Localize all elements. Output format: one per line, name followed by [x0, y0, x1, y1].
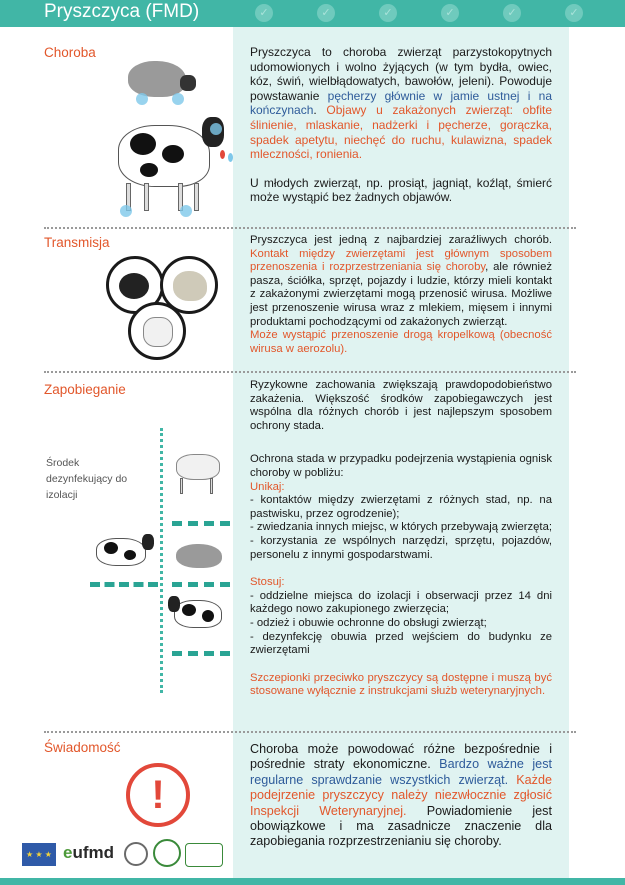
fence-line: [172, 582, 230, 587]
lesion-mark: [180, 205, 192, 217]
sheep-head: [180, 75, 196, 91]
choroba-illustration: [100, 55, 235, 220]
section-divider: [44, 371, 576, 373]
inspection-logo-mark: [186, 853, 222, 858]
drop-icon: [220, 150, 225, 159]
goat-circle-icon: [128, 302, 186, 360]
sheep-icon: [128, 61, 186, 97]
fence-line: [172, 521, 230, 526]
swiadomosc-check: Bardzo ważne jest regularne sprawdzanie wszystkich zwierząt.: [250, 757, 552, 787]
swiadomosc-text-b: Powiadomienie jest obowiązkowe i ma zasadnicze znaczenie dla zapobiegania rozprzestrzenianiu się choroby.: [250, 803, 552, 849]
header-decor-icon: ✓: [503, 4, 521, 22]
cow-head: [168, 596, 180, 612]
section-divider: [44, 227, 576, 229]
lesion-mark: [136, 93, 148, 105]
cow-spot: [124, 550, 136, 560]
eufmd-logo-rest: ufmd: [72, 843, 115, 862]
goat-leg: [210, 478, 213, 494]
choroba-text-b: .: [313, 103, 327, 118]
stosuj-item: - dezynfekcję obuwia przed wejściem do budynku ze zwierzętami: [250, 630, 552, 657]
unikaj-item: - zwiedzania innych miejsc, w których przebywają zwierzęta;: [250, 521, 552, 534]
goat-body: [176, 454, 220, 480]
section-title-swiadomosc: Świadomość: [44, 740, 121, 755]
fence-line: [172, 651, 230, 656]
swiadomosc-text: [250, 742, 552, 850]
lesion-mark: [210, 123, 222, 135]
stosuj-item: - odzież i obuwie ochronne do obsługi zwierząt;: [250, 616, 487, 629]
transmisja-text: [250, 234, 552, 356]
choroba-paragraph-1: [250, 45, 552, 162]
stosuj-label: Stosuj:: [250, 576, 285, 589]
goat-leg: [180, 478, 183, 494]
cow-icon: [92, 532, 156, 578]
eu-stars: ★ ★ ★: [26, 850, 52, 859]
transmisja-paragraph: [250, 234, 552, 329]
section-divider: [44, 731, 576, 733]
header-decor-icon: ✓: [565, 4, 583, 22]
warning-icon: !: [126, 763, 190, 827]
header-decor-icon: ✓: [379, 4, 397, 22]
fao-logo: [124, 842, 148, 866]
choroba-symptoms: Objawy u zakażonych zwierząt: obfite ślinienie, mlaskanie, nadżerki i pęcherze, gorączka, spadek apetytu, niechęć do ruchu, kulawizna, spadek mleczności, ronienia.: [250, 103, 553, 162]
stosuj-item: - oddzielne miejsca do izolacji i obserwacji przez 14 dni każdego nowo zakupionego zwierzęcia;: [250, 589, 552, 616]
lesion-mark: [172, 93, 184, 105]
section-title-choroba: Choroba: [44, 45, 96, 60]
cow-body: [96, 538, 146, 566]
cow-body: [174, 600, 222, 628]
cow-icon: [168, 594, 230, 646]
swiadomosc-paragraph: [250, 742, 552, 850]
vaccine-note: Szczepionki przeciwko pryszczycy są dostępne i muszą być stosowane wyłącznie z instrukcjami służb weterynaryjnych.: [250, 671, 552, 698]
cow-head: [142, 534, 154, 550]
header-bar: [0, 0, 625, 27]
swiadomosc-text-a: Choroba może powodować różne bezpośrednie i pośrednie straty ekonomiczne.: [250, 742, 552, 772]
swiadomosc-report: Każde podejrzenie pryszczycy należy niezwłocznie zgłosić Inspekcji Weterynaryjnej.: [250, 772, 552, 818]
inspection-logo: [185, 843, 223, 867]
sheep-icon: [170, 540, 228, 580]
cow-leg: [194, 183, 199, 211]
disinfectant-label: Środek dezynfekujący do izolacji: [46, 457, 128, 501]
header-decor-icon: ✓: [441, 4, 459, 22]
lesion-mark: [120, 205, 132, 217]
cow-spot: [104, 542, 118, 554]
drop-icon: [228, 153, 233, 162]
goat-icon: [170, 448, 228, 498]
section-title-zapobieganie: Zapobieganie: [44, 382, 126, 397]
transmisja-contact: Kontakt między zwierzętami jest głównym sposobem przenoszenia i rozprzestrzeniania się choroby: [250, 247, 552, 274]
cow-face: [119, 273, 149, 299]
section-title-transmisja: Transmisja: [44, 235, 110, 250]
transmisja-illustration: [100, 248, 220, 368]
header-decor-icon: ✓: [317, 4, 335, 22]
choroba-text-a: Pryszczyca to choroba zwierząt parzystokopytnych udomowionych i wolno żyjących (w tym bydła, owiec, kóz, świń, wielbłądowatych, bawołów, jeleni). Powoduje powstawanie: [250, 45, 552, 103]
unikaj-label: Unikaj:: [250, 480, 285, 493]
page-title: Pryszczyca (FMD): [44, 1, 200, 22]
sheep-face: [173, 271, 207, 301]
choroba-text-blue: pęcherzy głównie w jamie ustnej i na kończynach: [250, 88, 552, 118]
cow-spot: [130, 133, 156, 155]
fence-line: [90, 582, 158, 587]
header-decor-icon: ✓: [255, 4, 273, 22]
transmisja-text-b: , ale również pasza, ściółka, sprzęt, pojazdy i ludzie, którzy mieli kontakt z zakażonymi zwierzętami mogą przenosić wirusa. Możliwe jest przenoszenie wirusa wraz z mlekiem, mięsem i innymi produktami pochodzącymi od zakażonych zwierząt.: [250, 261, 552, 328]
zapobieganie-text: [250, 379, 552, 699]
eufmd-logo: [63, 843, 114, 863]
cow-spot: [202, 610, 214, 622]
eu-flag-logo: [22, 843, 56, 866]
unikaj-item: - kontaktów między zwierzętami z różnych stad, np. na pastwisku, przez ogrodzenie);: [250, 494, 552, 520]
unikaj-item: - korzystania ze wspólnych narzędzi, sprzętu, pojazdów, personelu z innymi gospodarstwami.: [250, 534, 552, 561]
transmisja-text-a: Pryszczyca jest jedną z najbardziej zaraźliwych chorób.: [250, 234, 552, 246]
footer-bar: [0, 878, 625, 885]
cow-leg: [144, 183, 149, 211]
eufmd-logo-e: e: [63, 843, 73, 862]
cow-spot: [140, 163, 158, 177]
zapobieganie-intro: Ryzykowne zachowania zwiększają prawdopodobieństwo zakażenia. Większość środków zapobiegawczych jest wspólna dla różnych chorób i jest najlepszym sposobem ochrony stada.: [250, 379, 552, 432]
sheep-body: [176, 544, 222, 568]
choroba-text: [250, 45, 552, 205]
goat-face: [143, 317, 173, 347]
giw-logo: [153, 839, 181, 867]
cow-spot: [162, 145, 184, 163]
choroba-paragraph-2: U młodych zwierząt, np. prosiąt, jagniąt, koźląt, śmierć może wystąpić bez żadnych objawów.: [250, 175, 552, 205]
transmisja-aerosol: Może wystąpić przenoszenie drogą kropelkową (obecność wirusa w aerozolu).: [250, 329, 552, 355]
fence-line: [160, 428, 163, 693]
cow-spot: [182, 604, 196, 616]
zapobieganie-protection: Ochrona stada w przypadku podejrzenia wystąpienia ognisk choroby w pobliżu:: [250, 453, 552, 479]
